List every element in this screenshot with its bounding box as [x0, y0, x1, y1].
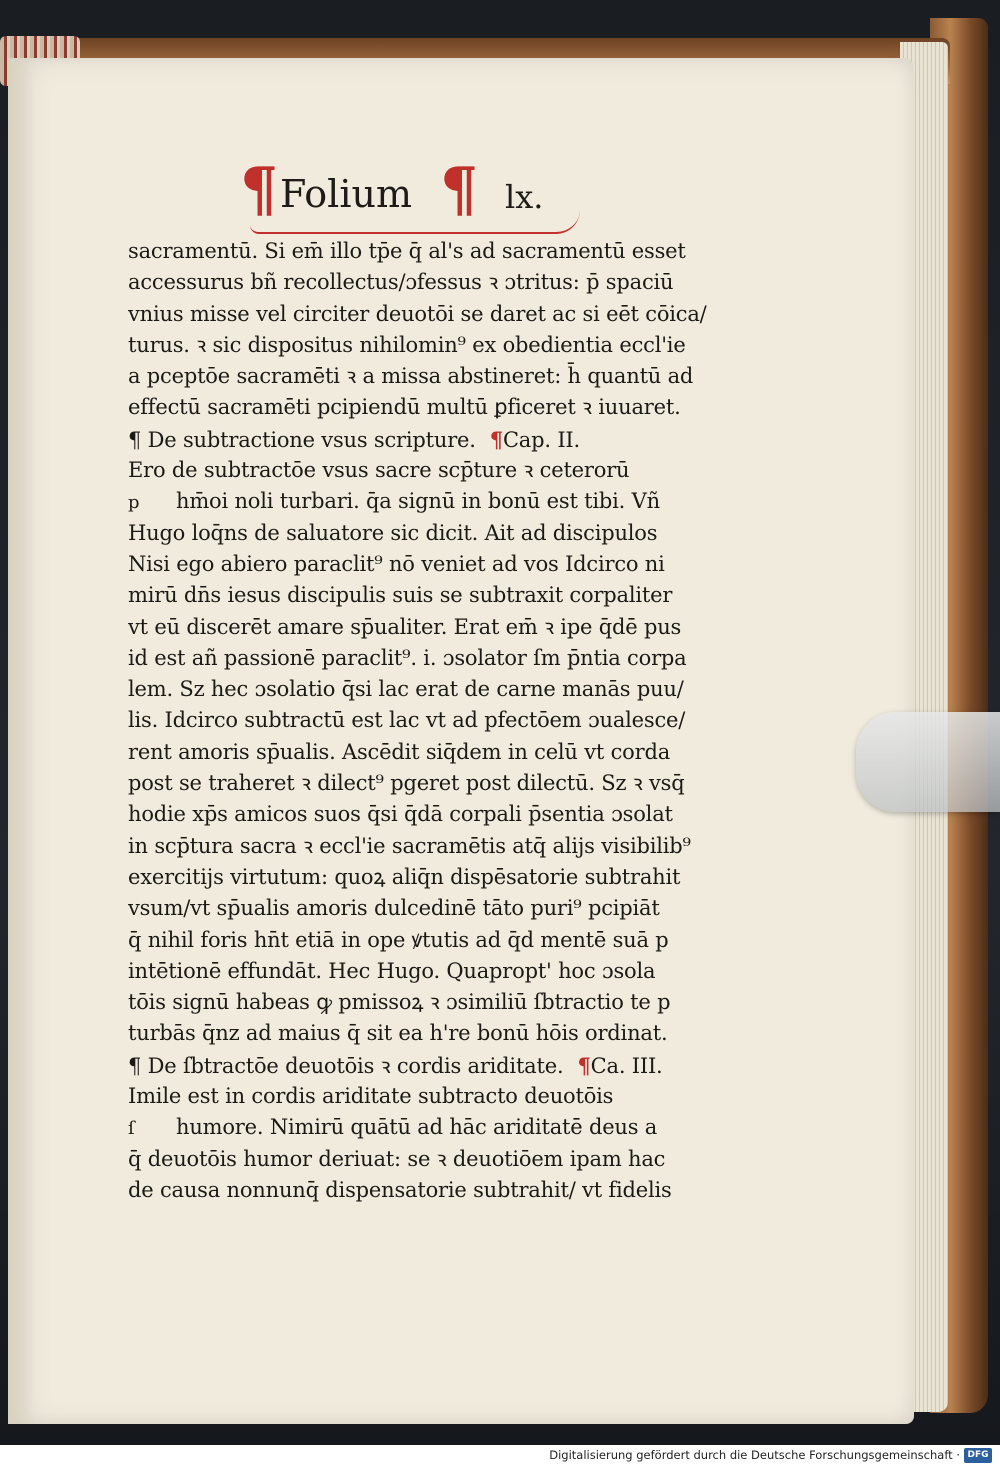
- line-text: Nisi ego abiero paraclit⁹ nō veniet ad vos Idcirco ni: [128, 551, 665, 576]
- text-line: [128, 1081, 768, 1112]
- line-text: Hugo loq̄ns de saluatore sic dicit. Ait ad discipulos: [128, 520, 658, 545]
- text-line: [128, 862, 768, 893]
- line-text: turus. ꝛ sic dispositus nihilomin⁹ ex obedientia eccl'ie: [128, 332, 686, 357]
- text-line: [128, 1175, 768, 1206]
- funding-credit: Digitalisierung gefördert durch die Deutsche Forschungsgemeinschaft ·: [549, 1448, 960, 1462]
- text-line: [128, 768, 768, 799]
- chapter-marker: [490, 424, 584, 455]
- line-text: turbās q̄nz ad maius q̄ sit ea h're bonū hōis ordinat.: [128, 1021, 668, 1046]
- text-line: [128, 392, 768, 423]
- line-text: id est añ passionē paraclit⁹. i. ɔsolator ſm p̄ntia corpa: [128, 645, 687, 670]
- line-text: ¶ De subtractione vsus scripture.: [128, 427, 476, 452]
- text-line: [128, 330, 768, 361]
- text-line: [128, 925, 768, 956]
- dfg-logo: DFG: [964, 1448, 992, 1463]
- text-line: [128, 705, 768, 736]
- text-line: [128, 831, 768, 862]
- text-line: [128, 518, 768, 549]
- pilcrow-mark: ¶: [240, 155, 279, 225]
- line-text: accessurus bñ recollectus/ɔfessus ꝛ ɔtritus: p̄ spaciū: [128, 270, 674, 295]
- page-gutter: [8, 58, 36, 1424]
- text-line: [128, 424, 768, 455]
- line-text: exercitijs virtutum: quoꝝ aliq̄n dispēsatorie subtrahit: [128, 864, 681, 889]
- text-line: [128, 580, 768, 611]
- line-text: vt eū discerēt amare sp̄ualiter. Erat em̄ ꝛ ipe q̄dē pus: [128, 614, 682, 639]
- footer-strip: [0, 1445, 1000, 1467]
- chapter-marker: [577, 1050, 666, 1081]
- text-line: [128, 737, 768, 768]
- text-line: [128, 455, 768, 486]
- line-text: vnius misse vel circiter deuotōi se daret ac si eēt cōica/: [128, 301, 707, 326]
- guide-letter: ſ: [128, 1118, 135, 1140]
- text-line: [128, 956, 768, 987]
- chapter-label: Cap. II.: [502, 427, 580, 452]
- line-text: Imile est in cordis ariditate subtracto deuotōis: [128, 1084, 614, 1109]
- line-text: tōis signū habeas ꝙ pmissoꝝ ꝛ ɔsimiliū ſbtractio te p: [128, 990, 671, 1015]
- folio-number: lx.: [505, 178, 544, 216]
- line-text: lis. Idcirco subtractū est lac vt ad pfectōem ɔualesce/: [128, 708, 686, 733]
- running-head-title: Folium: [280, 172, 412, 216]
- line-text: vsum/vt sp̄ualis amoris dulcedinē tāto puri⁹ pcipiāt: [128, 896, 660, 921]
- text-line: [128, 486, 768, 517]
- text-line: [128, 674, 768, 705]
- line-text: post se traheret ꝛ dilect⁹ pgeret post dilectū. Sz ꝛ vsq̄: [128, 771, 685, 796]
- text-line: [128, 549, 768, 580]
- red-flourish: [250, 210, 580, 234]
- line-text: lem. Sz hec ɔsolatio q̄si lac erat de carne manās puu/: [128, 677, 684, 702]
- chapter-label: Ca. III.: [590, 1053, 663, 1078]
- line-text: humore. Nimirū quātū ad hāc ariditatē deus a: [176, 1115, 658, 1140]
- pilcrow-mark: ¶: [440, 155, 479, 225]
- text-line: [128, 1144, 768, 1175]
- pilcrow-mark: ¶: [489, 426, 503, 452]
- line-text: intētionē effundāt. Hec Hugo. Quapropt' hoc ɔsola: [128, 958, 656, 983]
- text-block: [128, 236, 768, 1206]
- line-text: ¶ De ſbtractōe deuotōis ꝛ cordis ariditate.: [128, 1053, 564, 1078]
- line-text: rent amoris sp̄ualis. Ascēdit siq̄dem in celū vt corda: [128, 739, 671, 764]
- line-text: q̄ nihil foris hn̄t etiā in ope ꝟtutis ad q̄d mentē suā p: [128, 927, 669, 952]
- text-line: [128, 1018, 768, 1049]
- page-clip: [856, 712, 1000, 812]
- text-line: [128, 612, 768, 643]
- line-text: mirū dn̄s iesus discipulis suis se subtraxit corpaliter: [128, 583, 673, 608]
- line-text: Ero de subtractōe vsus sacre scp̄ture ꝛ ceterorū: [128, 458, 630, 483]
- text-line: [128, 361, 768, 392]
- text-line: [128, 236, 768, 267]
- text-line: [128, 643, 768, 674]
- text-line: [128, 1112, 768, 1143]
- line-text: hodie xp̄s amicos suos q̄si q̄dā corpali p̄sentia ɔsolat: [128, 802, 673, 827]
- text-line: [128, 267, 768, 298]
- text-line: [128, 799, 768, 830]
- line-text: hm̄oi noli turbari. q̄a signū in bonū est tibi. Vñ: [176, 489, 660, 514]
- line-text: effectū sacramēti pcipiendū multū ꝑficeret ꝛ iuuaret.: [128, 395, 681, 420]
- text-line: [128, 299, 768, 330]
- pilcrow-mark: ¶: [577, 1052, 591, 1078]
- text-line: [128, 987, 768, 1018]
- text-line: [128, 1050, 768, 1081]
- text-line: [128, 893, 768, 924]
- line-text: in scp̄tura sacra ꝛ eccl'ie sacramētis atq̄ alijs visibilib⁹: [128, 833, 691, 858]
- line-text: a pceptōe sacramēti ꝛ a missa abstineret: h̄ quantū ad: [128, 364, 694, 389]
- line-text: q̄ deuotōis humor deriuat: se ꝛ deuotiōem ipam hac: [128, 1146, 666, 1171]
- line-text: de causa nonnunq̄ dispensatorie subtrahit/ vt fidelis: [128, 1177, 672, 1202]
- guide-letter: p: [128, 492, 140, 514]
- line-text: sacramentū. Si em̄ illo tp̄e q̄ al's ad sacramentū esset: [128, 239, 686, 263]
- running-head: [240, 155, 600, 230]
